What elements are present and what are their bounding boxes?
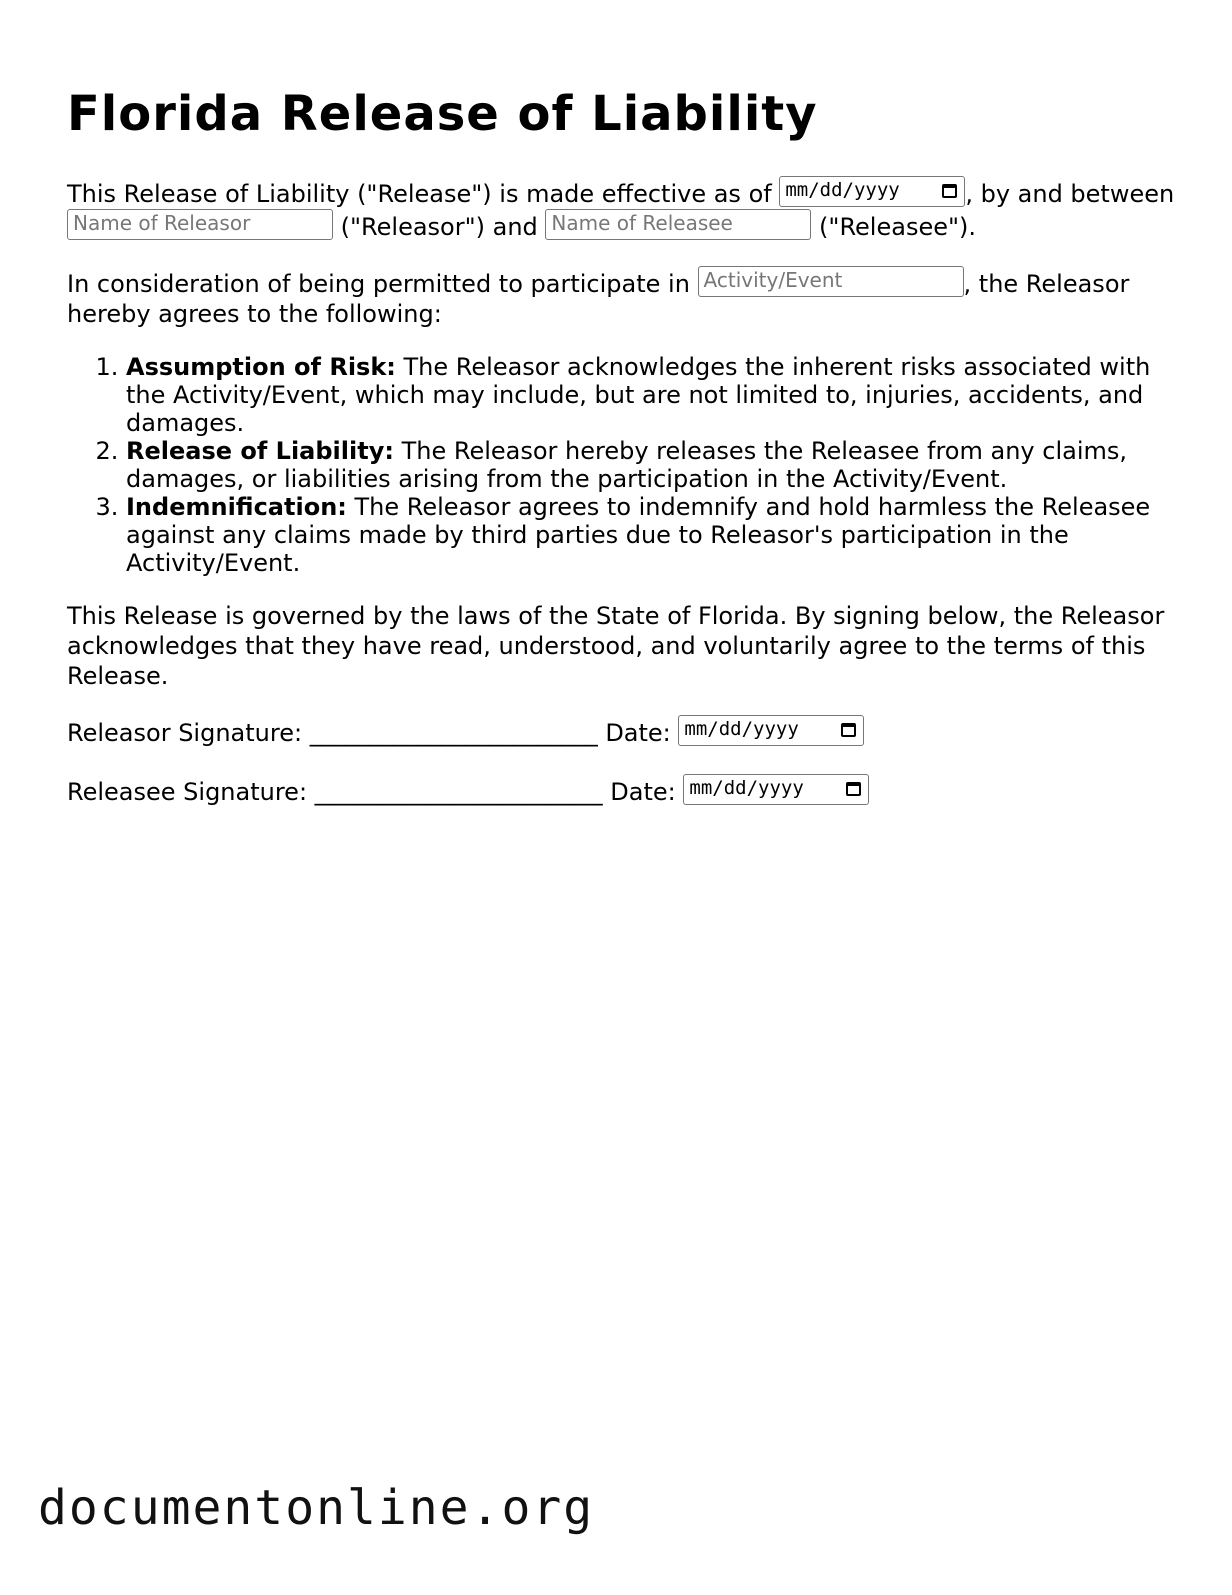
- term-heading: Assumption of Risk:: [126, 353, 396, 381]
- term-text: The Releasor hereby releases the Releasee from any claims, damages, or liabilities arising from the participation in the Activity/Event.: [126, 437, 1127, 493]
- term-item-assumption-of-risk: [126, 353, 1177, 437]
- releasor-date-label: Date:: [597, 719, 679, 747]
- releasor-signature-label: Releasor Signature:: [67, 719, 310, 747]
- intro-text-3: ("Releasor") and: [333, 213, 546, 241]
- releasee-date-label: Date:: [602, 778, 684, 806]
- releasee-name-placeholder: Name of Releasee: [551, 211, 733, 235]
- intro-paragraph: [67, 176, 1177, 242]
- term-item-indemnification: [126, 493, 1177, 577]
- releasee-signature-line: ________________________: [314, 778, 603, 806]
- release-document: [67, 84, 1177, 833]
- governing-law-paragraph: This Release is governed by the laws of the State of Florida. By signing below, the Releasor acknowledges that they have read, understood, and voluntarily agree to the terms of this Release.: [67, 602, 1165, 690]
- effective-date-placeholder: mm/dd/yyyy: [785, 179, 900, 201]
- terms-list: [67, 353, 1177, 577]
- calendar-icon[interactable]: [942, 184, 957, 198]
- releasee-signature-row: [67, 774, 1177, 807]
- consideration-paragraph: [67, 266, 1177, 329]
- term-heading: Release of Liability:: [126, 437, 394, 465]
- consideration-text-2: , the Releasor hereby agrees to the following:: [67, 270, 1130, 328]
- consideration-text-1: In consideration of being permitted to participate in: [67, 270, 698, 298]
- intro-text-2: , by and between: [965, 180, 1175, 208]
- page-title: Florida Release of Liability: [67, 86, 818, 142]
- releasee-name-input[interactable]: [545, 209, 811, 240]
- releasor-name-placeholder: Name of Releasor: [73, 211, 251, 235]
- term-text: The Releasor agrees to indemnify and hold harmless the Releasee against any claims made by third parties due to Releasor's participation in the Activity/Event.: [126, 493, 1151, 577]
- releasor-signature-line: ________________________: [309, 719, 598, 747]
- releasor-date-placeholder: mm/dd/yyyy: [684, 718, 799, 740]
- releasee-date-placeholder: mm/dd/yyyy: [689, 777, 804, 799]
- term-text: The Releasor acknowledges the inherent risks associated with the Activity/Event, which may include, but are not limited to, injuries, accidents, and damages.: [126, 353, 1151, 437]
- intro-text-4: ("Releasee").: [811, 213, 977, 241]
- calendar-icon[interactable]: [846, 782, 861, 796]
- activity-event-placeholder: Activity/Event: [703, 268, 843, 292]
- releasor-date-input[interactable]: [678, 715, 864, 746]
- activity-event-input[interactable]: [698, 266, 964, 297]
- term-heading: Indemnification:: [126, 493, 347, 521]
- term-item-release-of-liability: [126, 437, 1177, 493]
- releasor-name-input[interactable]: [67, 209, 333, 240]
- effective-date-input[interactable]: [779, 176, 965, 207]
- releasor-signature-row: [67, 715, 1177, 748]
- intro-text-1: This Release of Liability ("Release") is made effective as of: [67, 180, 780, 208]
- releasee-date-input[interactable]: [683, 774, 869, 805]
- calendar-icon[interactable]: [841, 723, 856, 737]
- releasee-signature-label: Releasee Signature:: [67, 778, 315, 806]
- site-watermark: documentonline.org: [38, 1480, 595, 1536]
